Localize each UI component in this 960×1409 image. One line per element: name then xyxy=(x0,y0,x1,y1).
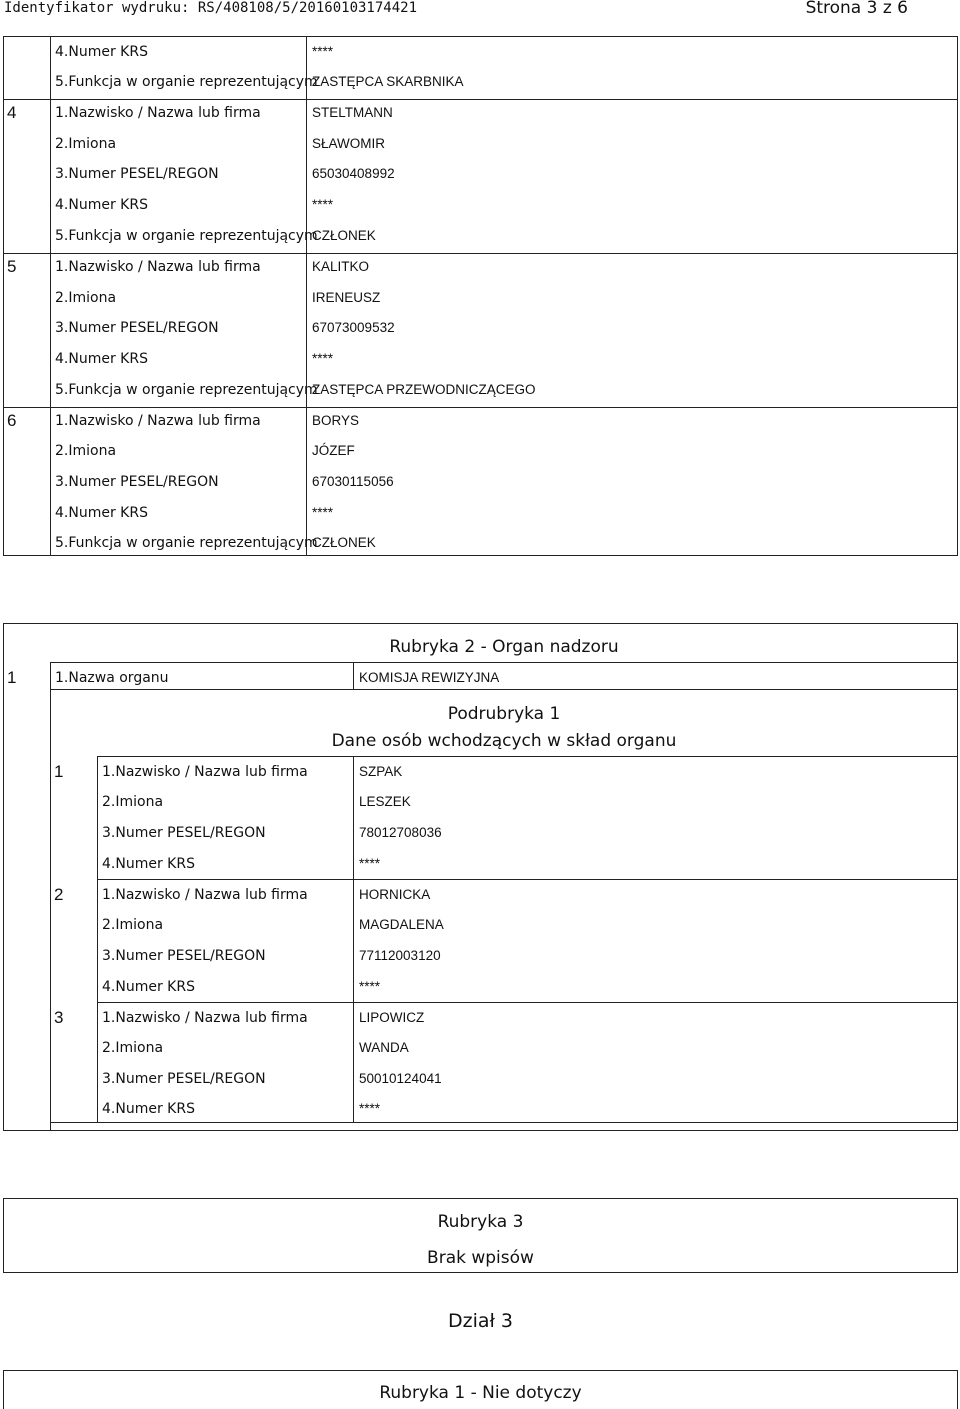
value-imiona: SŁAWOMIR xyxy=(312,136,386,151)
label-krs: 4.Numer KRS xyxy=(55,44,148,60)
entry-number: 6 xyxy=(7,411,17,430)
value-imiona: IRENEUSZ xyxy=(312,290,381,305)
label-nazwisko: 1.Nazwisko / Nazwa lub firma xyxy=(55,259,261,275)
page-number: Strona 3 z 6 xyxy=(805,0,908,18)
print-id: Identyfikator wydruku: RS/408108/5/20160103174421 xyxy=(4,0,418,16)
label-nazwisko: 1.Nazwisko / Nazwa lub firma xyxy=(102,1010,308,1026)
value-pesel: 67073009532 xyxy=(312,320,395,335)
label-imiona: 2.Imiona xyxy=(55,136,117,152)
label-nazwisko: 1.Nazwisko / Nazwa lub firma xyxy=(55,105,261,121)
entry-number: 5 xyxy=(7,257,17,276)
member-number-divider xyxy=(97,756,98,1122)
label-pesel: 3.Numer PESEL/REGON xyxy=(55,474,219,490)
label-nazwa-organu: 1.Nazwa organu xyxy=(55,670,169,686)
number-column-divider xyxy=(50,36,51,556)
member-number: 2 xyxy=(54,885,64,904)
value-krs: **** xyxy=(312,505,334,520)
value-nazwisko: BORYS xyxy=(312,413,360,428)
entry-number: 4 xyxy=(7,103,17,122)
rubryka-1-title: Rubryka 1 - Nie dotyczy xyxy=(379,1383,582,1403)
label-pesel: 3.Numer PESEL/REGON xyxy=(102,1071,266,1087)
value-funkcja: ZASTĘPCA SKARBNIKA xyxy=(312,74,464,89)
podrubryka-subtitle: Dane osób wchodzących w skład organu xyxy=(331,731,677,751)
label-value-divider xyxy=(306,36,307,556)
label-krs: 4.Numer KRS xyxy=(55,505,148,521)
rubryka-3-text: Brak wpisów xyxy=(427,1248,534,1268)
value-krs: **** xyxy=(312,197,334,212)
label-imiona: 2.Imiona xyxy=(102,794,164,810)
value-nazwisko: LIPOWICZ xyxy=(359,1010,425,1025)
label-funkcja: 5.Funkcja w organie reprezentującym xyxy=(55,382,318,398)
value-funkcja: ZASTĘPCA PRZEWODNICZĄCEGO xyxy=(312,382,536,397)
value-krs: **** xyxy=(312,44,334,59)
label-krs: 4.Numer KRS xyxy=(102,1101,195,1117)
value-nazwisko: HORNICKA xyxy=(359,887,431,902)
value-imiona: LESZEK xyxy=(359,794,411,809)
value-pesel: 50010124041 xyxy=(359,1071,442,1086)
row-separator xyxy=(3,99,958,100)
member-number: 1 xyxy=(54,762,64,781)
value-imiona: WANDA xyxy=(359,1040,409,1055)
value-imiona: JÓZEF xyxy=(312,443,355,458)
label-nazwisko: 1.Nazwisko / Nazwa lub firma xyxy=(102,887,308,903)
row-separator xyxy=(97,756,958,757)
value-pesel: 78012708036 xyxy=(359,825,442,840)
label-pesel: 3.Numer PESEL/REGON xyxy=(55,320,219,336)
member-label-value-divider xyxy=(353,756,354,1122)
value-nazwisko: STELTMANN xyxy=(312,105,393,120)
label-krs: 4.Numer KRS xyxy=(102,979,195,995)
label-krs: 4.Numer KRS xyxy=(102,856,195,872)
value-nazwa-organu: KOMISJA REWIZYJNA xyxy=(359,670,500,685)
value-nazwisko: SZPAK xyxy=(359,764,403,779)
label-imiona: 2.Imiona xyxy=(102,917,164,933)
print-header xyxy=(0,0,960,18)
label-pesel: 3.Numer PESEL/REGON xyxy=(102,825,266,841)
row-separator xyxy=(97,879,958,880)
podrubryka-title: Podrubryka 1 xyxy=(447,704,561,724)
value-funkcja: CZŁONEK xyxy=(312,535,376,550)
value-imiona: MAGDALENA xyxy=(359,917,444,932)
row-separator xyxy=(3,253,958,254)
label-funkcja: 5.Funkcja w organie reprezentującym xyxy=(55,74,318,90)
value-krs: **** xyxy=(359,979,381,994)
value-pesel: 65030408992 xyxy=(312,166,395,181)
label-funkcja: 5.Funkcja w organie reprezentującym xyxy=(55,228,318,244)
label-value-divider xyxy=(353,662,354,689)
row-separator xyxy=(97,1002,958,1003)
row-separator xyxy=(3,407,958,408)
label-funkcja: 5.Funkcja w organie reprezentującym xyxy=(55,535,318,551)
label-imiona: 2.Imiona xyxy=(55,290,117,306)
rubryka-2-title: Rubryka 2 - Organ nadzoru xyxy=(389,637,619,657)
member-number: 3 xyxy=(54,1008,64,1027)
row-separator xyxy=(50,689,958,690)
label-imiona: 2.Imiona xyxy=(102,1040,164,1056)
rubryka-3-title: Rubryka 3 xyxy=(437,1212,524,1232)
value-krs: **** xyxy=(312,351,334,366)
value-funkcja: CZŁONEK xyxy=(312,228,376,243)
label-nazwisko: 1.Nazwisko / Nazwa lub firma xyxy=(102,764,308,780)
row-separator xyxy=(50,1122,958,1123)
dzial-3-title: Dział 3 xyxy=(447,1310,514,1332)
organ-number: 1 xyxy=(7,668,17,687)
label-krs: 4.Numer KRS xyxy=(55,351,148,367)
value-nazwisko: KALITKO xyxy=(312,259,370,274)
value-pesel: 77112003120 xyxy=(359,948,441,963)
value-pesel: 67030115056 xyxy=(312,474,394,489)
label-pesel: 3.Numer PESEL/REGON xyxy=(55,166,219,182)
label-imiona: 2.Imiona xyxy=(55,443,117,459)
value-krs: **** xyxy=(359,856,381,871)
row-separator xyxy=(50,662,958,663)
label-pesel: 3.Numer PESEL/REGON xyxy=(102,948,266,964)
value-krs: **** xyxy=(359,1101,381,1116)
label-nazwisko: 1.Nazwisko / Nazwa lub firma xyxy=(55,413,261,429)
label-krs: 4.Numer KRS xyxy=(55,197,148,213)
